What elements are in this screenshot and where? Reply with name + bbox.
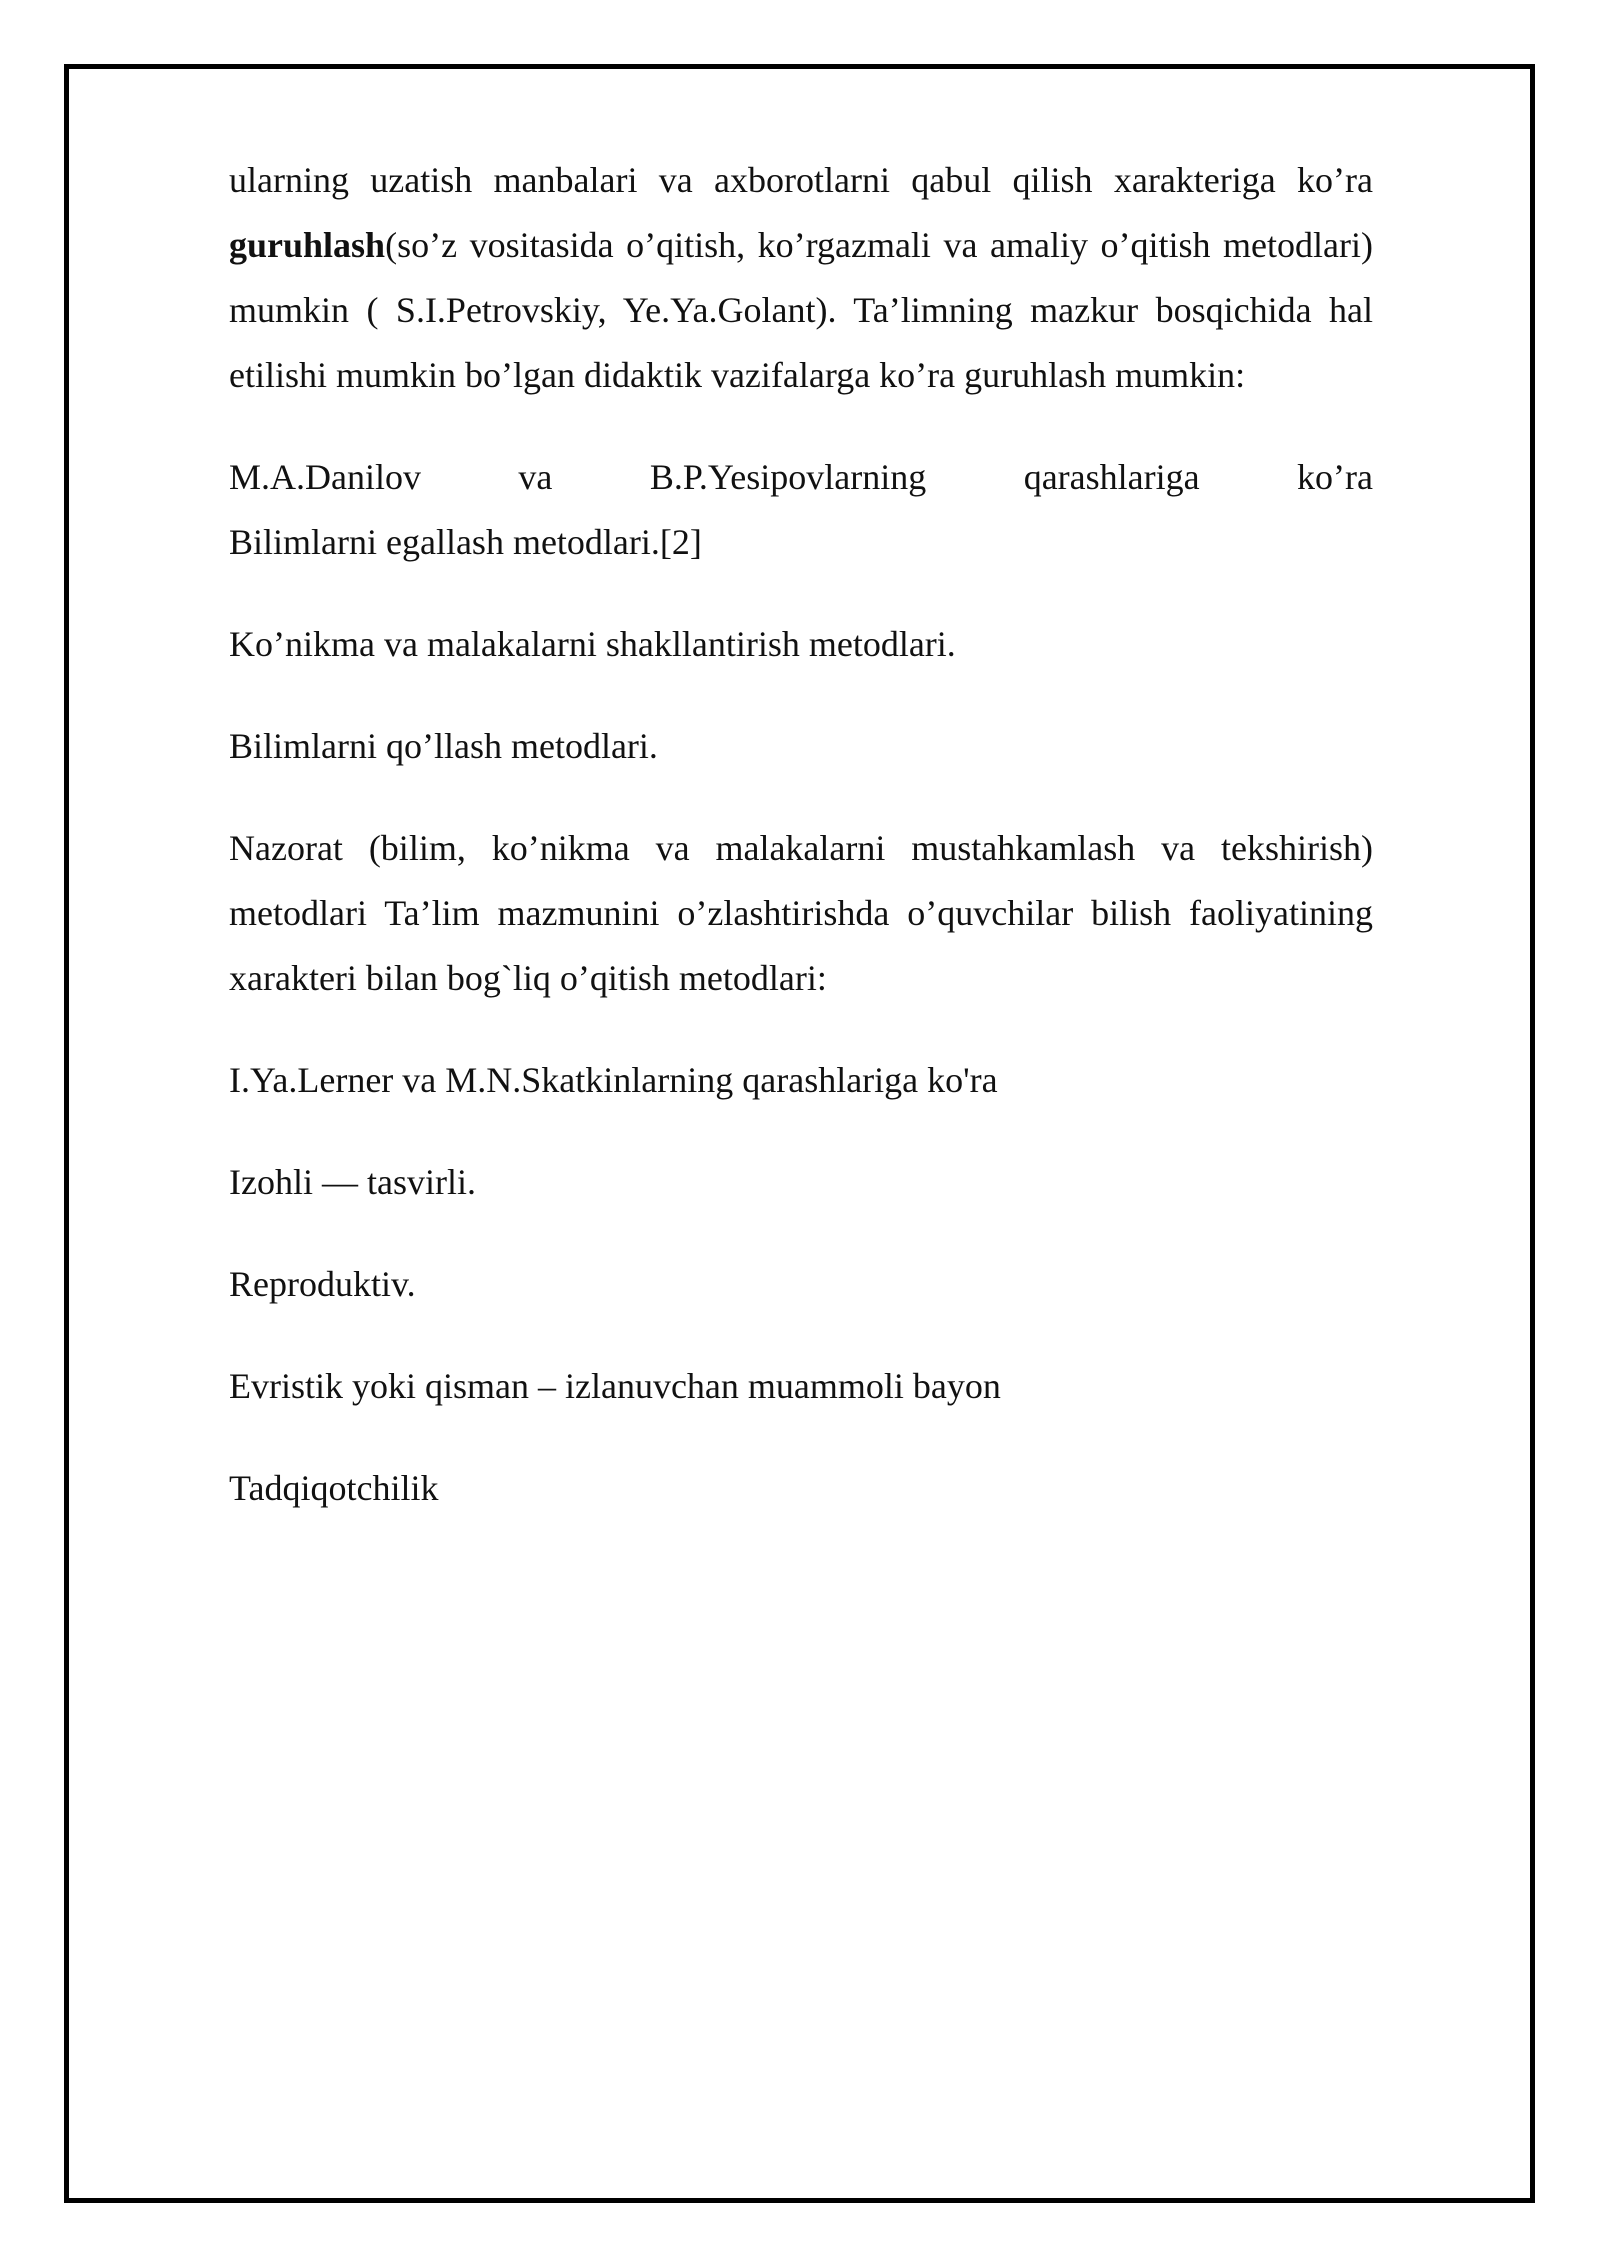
method-heuristic: Evristik yoki qisman – izlanuvchan muammoli bayon — [229, 1366, 1001, 1406]
paragraph-grouping-methods — [229, 148, 1373, 408]
method-explanatory-illustrative: Izohli — tasvirli. — [229, 1162, 476, 1202]
lerner-skatkin-line: I.Ya.Lerner va M.N.Skatkinlarning qarashlariga ko'ra — [229, 1060, 998, 1100]
danilov-yesipov-line: M.A.Danilov va B.P.Yesipovlarning qarashlariga ko’ra — [229, 457, 1373, 497]
method-reproductive: Reproduktiv. — [229, 1264, 416, 1304]
bold-term-guruhlash: guruhlash — [229, 225, 386, 265]
knowledge-application-methods: Bilimlarni qo’llash metodlari. — [229, 726, 658, 766]
method-research: Tadqiqotchilik — [229, 1468, 439, 1508]
control-methods-paragraph: Nazorat (bilim, ko’nikma va malakalarni mustahkamlash va tekshirish) metodlari Ta’lim mazmunini o’zlashtirishda o’quvchilar bilish faoliyatining xarakteri bilan bog`liq o’qitish metodlari: — [229, 828, 1373, 998]
knowledge-acquisition-methods: Bilimlarni egallash metodlari.[2] — [229, 522, 702, 562]
skills-formation-methods: Ko’nikma va malakalarni shakllantirish metodlari. — [229, 624, 956, 664]
paragraph-intro-text: ularning uzatish manbalari va axborotlarni qabul qilish xarakteriga ko’ra — [229, 160, 1373, 200]
paragraph-rest-text: (so’z vositasida o’qitish, ko’rgazmali va amaliy o’qitish metodlari) mumkin ( S.I.Petrovskiy, Ye.Ya.Golant). Ta’limning mazkur bosqichida hal etilishi mumkin bo’lgan didaktik vazifalarga ko’ra guruhlash mumkin: — [229, 225, 1373, 395]
page-content — [229, 148, 1373, 1521]
